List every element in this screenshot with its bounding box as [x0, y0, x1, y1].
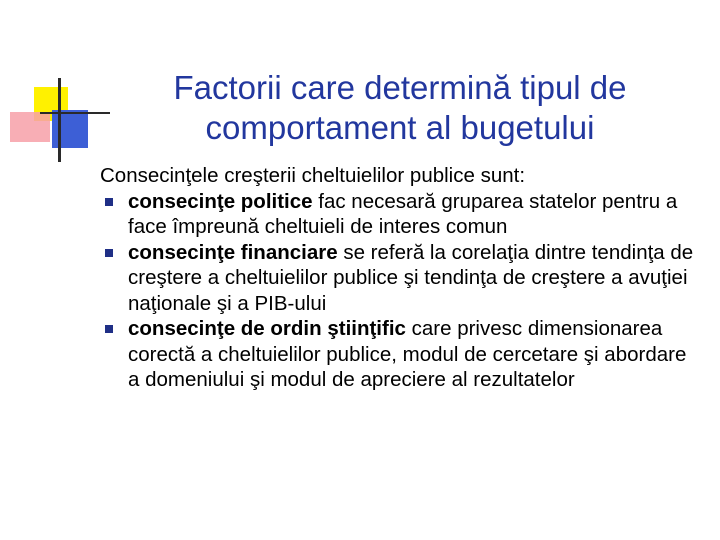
- square-bullet-icon: [105, 198, 113, 206]
- bullet-list: [100, 189, 700, 393]
- slide-content: [100, 163, 700, 393]
- horizontal-line: [40, 112, 110, 114]
- bullet-bold-term: consecinţe politice: [128, 189, 313, 213]
- bullet-bold-term: consecinţe de ordin ştiinţific: [128, 317, 406, 340]
- intro-text: Consecinţele creşterii cheltuielilor publice sunt:: [100, 164, 526, 187]
- vertical-line: [58, 78, 61, 162]
- bullet-text: se referă la corelaţia dintre tendinţa de creştere a cheltuielilor publice şi tendinţa de creştere a avuţiei naţionale şi a PIB-ului: [128, 240, 694, 315]
- list-item: [100, 189, 700, 240]
- color-blocks-logo-icon: [0, 0, 110, 170]
- bullet-text: fac necesară gruparea statelor pentru a face împreună cheltuieli de interes comun: [128, 189, 678, 238]
- red-square: [10, 112, 50, 142]
- bullet-text: care privesc dimensionarea corectă a cheltuielilor publice, modul de cercetare şi abordare a domeniului şi modul de apreciere al rezultatelor: [128, 317, 687, 391]
- bullet-bold-term: consecinţe financiare: [128, 240, 338, 264]
- square-bullet-icon: [105, 249, 113, 257]
- list-item: [100, 240, 700, 317]
- slide-title: Factorii care determină tipul de comportament al bugetului: [173, 69, 627, 147]
- list-item: [100, 316, 700, 393]
- square-bullet-icon: [105, 325, 113, 333]
